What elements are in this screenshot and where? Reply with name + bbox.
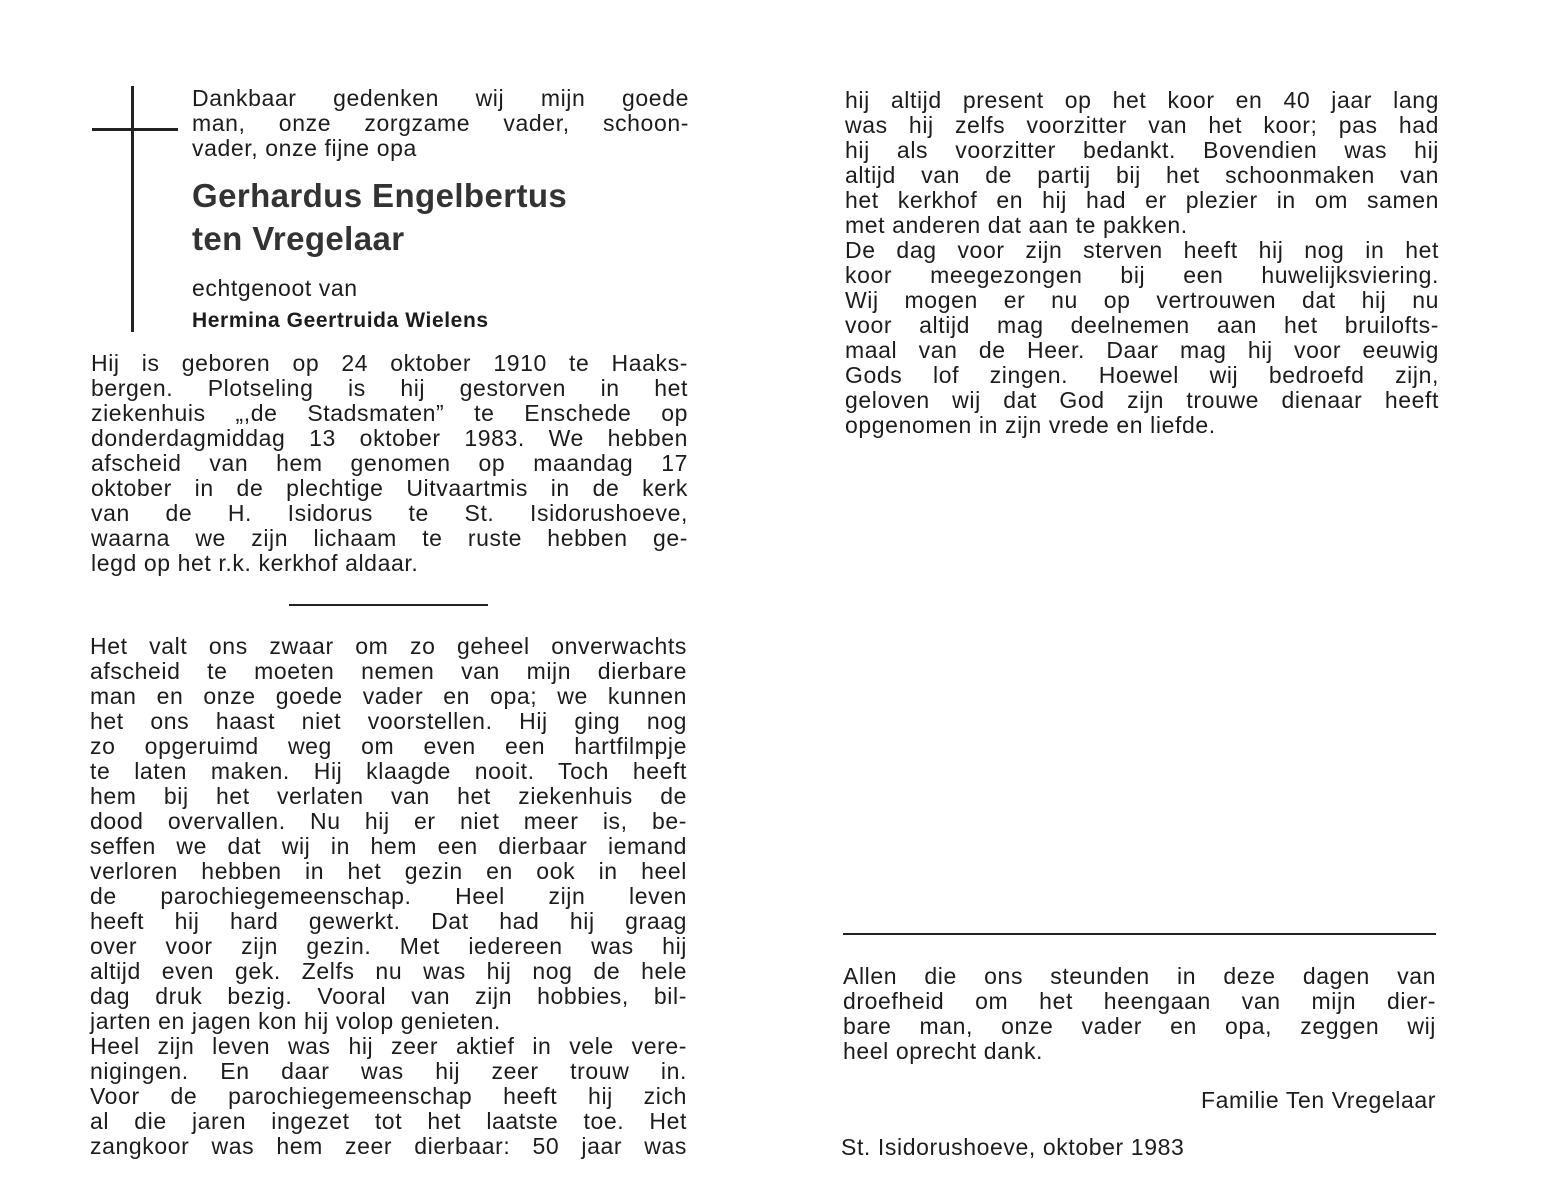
continuation-line: voor altijd mag deelnemen aan het bruilofts- <box>845 312 1439 338</box>
tribute-line: het ons haast niet voorstellen. Hij ging nog <box>90 708 687 734</box>
bio-line: Hij is geboren op 24 oktober 1910 te Haaks- <box>91 350 688 376</box>
tribute-line: Voor de parochiegemeenschap heeft hij zich <box>90 1083 687 1109</box>
tribute-line: zangkoor was hem zeer dierbaar: 50 jaar was <box>90 1133 687 1159</box>
tribute-line: dood overvallen. Nu hij er niet meer is, be- <box>90 808 687 834</box>
bio-line: donderdagmiddag 13 oktober 1983. We hebben <box>91 425 688 451</box>
tribute-line: over voor zijn gezin. Met iedereen was hij <box>90 933 687 959</box>
bio-line: oktober in de plechtige Uitvaartmis in de kerk <box>91 475 688 501</box>
continuation-line: maal van de Heer. Daar mag hij voor eeuwig <box>845 337 1439 363</box>
thanks-divider <box>843 933 1436 935</box>
tribute-line: jarten en jagen kon hij volop genieten. <box>90 1008 501 1034</box>
spouse-name: Hermina Geertruida Wielens <box>192 309 489 332</box>
tribute-line: nigingen. En daar was hij zeer trouw in. <box>90 1058 687 1084</box>
tribute-line: Heel zijn leven was hij zeer aktief in vele vere- <box>90 1033 687 1059</box>
tribute-line: altijd even gek. Zelfs nu was hij nog de hele <box>90 958 687 984</box>
continuation-line: koor meegezongen bij een huwelijksviering. <box>845 262 1439 288</box>
tribute-line: heeft hij hard gewerkt. Dat had hij graag <box>90 908 687 934</box>
intro-block <box>192 86 689 162</box>
deceased-name-line2: ten Vregelaar <box>192 220 405 257</box>
continuation-line: Gods lof zingen. Hoewel wij bedroefd zijn, <box>845 362 1439 388</box>
continuation-line: Wij mogen er nu op vertrouwen dat hij nu <box>845 287 1439 313</box>
tribute-line: verloren hebben in het gezin en ook in heel <box>90 858 687 884</box>
bio-paragraph <box>91 350 688 576</box>
place-date: St. Isidorushoeve, oktober 1983 <box>841 1134 1185 1160</box>
tribute-line: zo opgeruimd weg om even een hartfilmpje <box>90 733 687 759</box>
thanks-line: droefheid om het heengaan van mijn dier- <box>843 988 1436 1014</box>
continuation-line: hij als voorzitter bedankt. Bovendien was hij <box>845 137 1439 163</box>
cross-icon-horizontal <box>92 128 178 131</box>
thanks-line: Allen die ons steunden in deze dagen van <box>843 963 1436 989</box>
tribute-line: Het valt ons zwaar om zo geheel onverwachts <box>90 633 687 659</box>
bio-line: afscheid van hem genomen op maandag 17 <box>91 450 688 476</box>
tribute-line: de parochiegemeenschap. Heel zijn leven <box>90 883 687 909</box>
bio-line: bergen. Plotseling is hij gestorven in het <box>91 375 688 401</box>
thanks-line: heel oprecht dank. <box>843 1038 1044 1064</box>
tribute-line: hem bij het verlaten van het ziekenhuis de <box>90 783 687 809</box>
thanks-line: bare man, onze vader en opa, zeggen wij <box>843 1013 1436 1039</box>
spouse-label: echtgenoot van <box>192 275 358 301</box>
continuation-line: geloven wij dat God zijn trouwe dienaar heeft <box>845 387 1439 413</box>
bio-line: waarna we zijn lichaam te ruste hebben ge- <box>91 525 688 551</box>
intro-line: Dankbaar gedenken wij mijn goede <box>192 85 689 111</box>
bio-line: legd op het r.k. kerkhof aldaar. <box>91 550 419 576</box>
tribute-line: afscheid te moeten nemen van mijn dierbare <box>90 658 687 684</box>
bio-line: van de H. Isidorus te St. Isidorushoeve, <box>91 500 688 526</box>
continuation-line: De dag voor zijn sterven heeft hij nog in het <box>845 237 1439 263</box>
continuation-line: het kerkhof en hij had er plezier in om samen <box>845 187 1439 213</box>
thanks-paragraph <box>843 964 1436 1064</box>
continuation-line: altijd van de partij bij het schoonmaken van <box>845 162 1439 188</box>
bio-line: ziekenhuis „,de Stadsmaten” te Enschede op <box>91 400 688 426</box>
continuation-line: opgenomen in zijn vrede en liefde. <box>845 412 1216 438</box>
tribute-paragraph <box>90 634 687 1159</box>
tribute-line: dag druk bezig. Vooral van zijn hobbies, bil- <box>90 983 687 1009</box>
section-divider <box>289 604 488 606</box>
continuation-line: met anderen dat aan te pakken. <box>845 212 1188 238</box>
tribute-line: man en onze goede vader en opa; we kunnen <box>90 683 687 709</box>
tribute-line: te laten maken. Hij klaagde nooit. Toch heeft <box>90 758 687 784</box>
intro-line: vader, onze fijne opa <box>192 135 417 161</box>
cross-icon-vertical <box>131 86 134 332</box>
tribute-line: al die jaren ingezet tot het laatste toe. Het <box>90 1108 687 1134</box>
intro-line: man, onze zorgzame vader, schoon- <box>192 110 689 136</box>
continuation-line: hij altijd present op het koor en 40 jaar lang <box>845 87 1439 113</box>
continuation-paragraph <box>845 88 1439 438</box>
family-signature: Familie Ten Vregelaar <box>1200 1087 1436 1113</box>
deceased-name-line1: Gerhardus Engelbertus <box>192 177 568 214</box>
tribute-line: seffen we dat wij in hem een dierbaar iemand <box>90 833 687 859</box>
continuation-line: was hij zelfs voorzitter van het koor; pas had <box>845 112 1439 138</box>
